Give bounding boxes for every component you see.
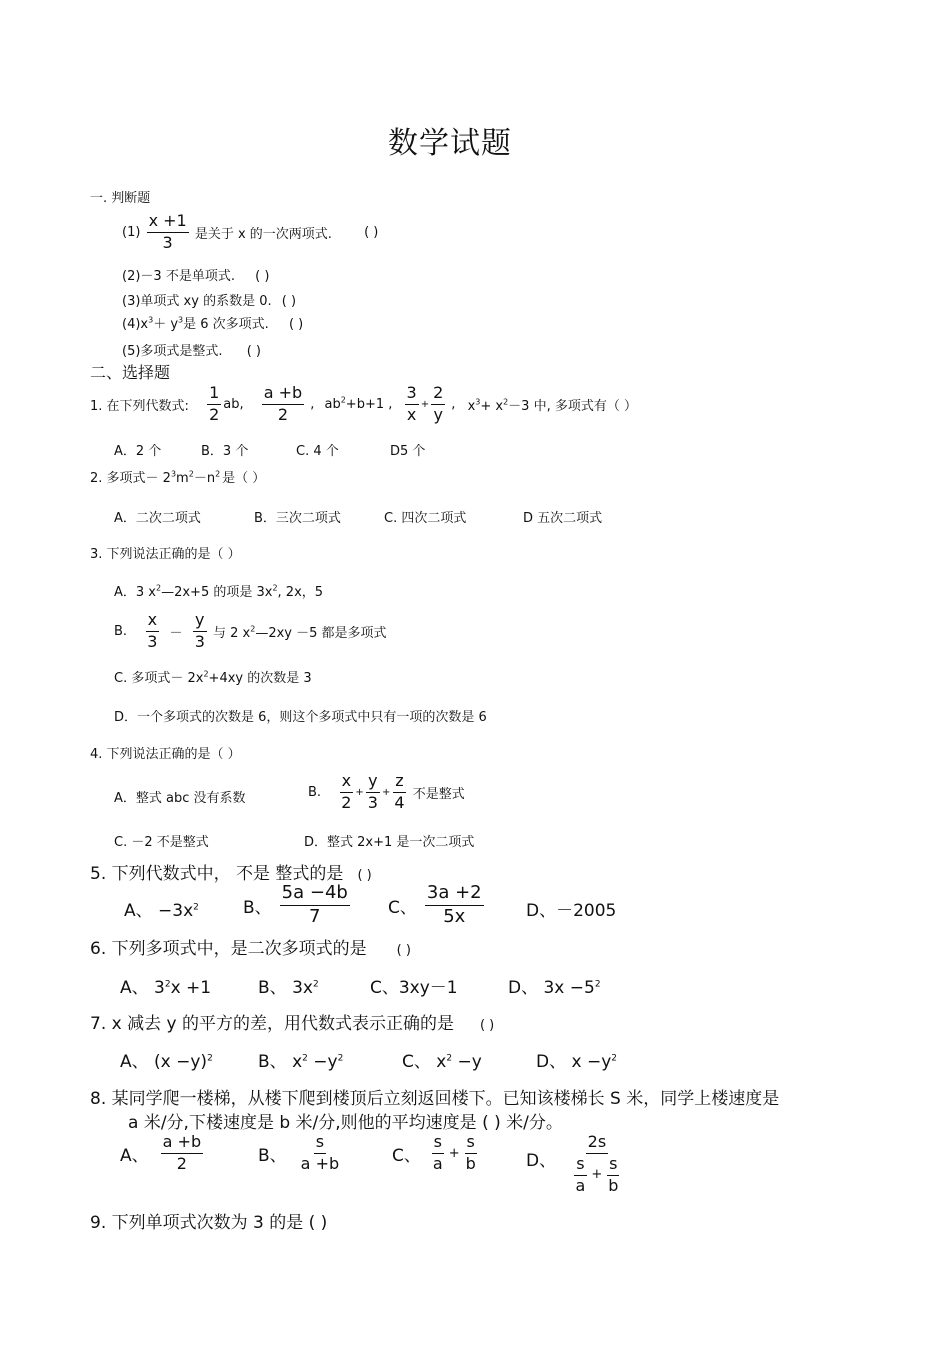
q8-option-b: B、 $\frac{s}{a +b}$ — [258, 1132, 340, 1173]
fraction: $\frac{s}{a}$ — [575, 1153, 586, 1195]
question-5: 5. 下列代数式中， 不是 整式的是 ( ) — [90, 864, 372, 884]
question-8-line2: a 米/分,下楼速度是 b 米/分,则他的平均速度是 ( ) 米/分。 — [128, 1113, 563, 1133]
q7-option-c: C、 $x^2 -y$ — [402, 1052, 482, 1072]
q3-option-c: C. 多项式－ $2x^2+4xy$ 的次数是 3 — [114, 669, 312, 686]
fraction: $\frac{s}{a +b}$ — [300, 1132, 340, 1173]
judge-item-4: $(4)x^3+ y^3$是 6 次多项式. ( ) — [122, 315, 304, 332]
item-text: 是关于 x 的一次两项式. — [194, 226, 332, 242]
q8-option-a: A、 $\frac{a +b}{2}$ — [120, 1132, 202, 1173]
q4-option-b: B. $\frac{x}{2}$ + $\frac{y}{3}$ + $\frac{z}{4}$ 不是整式 — [308, 771, 465, 812]
section1-heading: 一. 判断题 — [90, 191, 151, 206]
answer-paren: ( ) — [255, 269, 270, 284]
judge-item-3 — [122, 290, 296, 309]
fraction: $\frac{2}{y}$ — [433, 383, 444, 424]
q2-options — [114, 507, 602, 526]
fraction: $\frac{x}{3}$ — [147, 610, 158, 651]
q4-option-d: D．整式 2x+1 是一次二项式 — [304, 835, 475, 850]
fraction: $\frac{s}{b}$ — [608, 1153, 619, 1195]
option-a: A．二次二项式 — [114, 511, 201, 526]
option-b: B．三次二项式 — [254, 511, 341, 526]
q5-option-d: D、－2005 — [526, 901, 617, 921]
fraction: $\frac{z}{4}$ — [394, 771, 405, 812]
q8-option-c: C、 $\frac{s}{a}$ + $\frac{s}{b}$ — [392, 1132, 476, 1173]
q7-option-a: A、 $(x -y)^2$ — [120, 1052, 213, 1072]
fraction: $\frac{a +b}{2}$ — [162, 1132, 202, 1173]
fraction: $\frac{x}{2}$ — [341, 771, 352, 812]
page-title: 数学试题 — [388, 126, 512, 161]
q6-option-d: D、 $3x -5^2$ — [508, 978, 601, 998]
answer-paren: ( ) — [364, 224, 379, 240]
option-d: D5 个 — [390, 444, 426, 459]
fraction: $\frac{y}{3}$ — [194, 610, 205, 651]
option-c: C. 四次二项式 — [384, 511, 467, 526]
q6-option-c: C、3xy－1 — [370, 978, 458, 998]
fraction: $\frac{s}{a}$ — [432, 1132, 443, 1173]
q1-options — [114, 440, 425, 459]
option-b: B．3 个 — [201, 444, 249, 459]
option-d: D 五次二项式 — [523, 511, 603, 526]
item-label: (1) — [122, 224, 141, 240]
q5-option-b: B、 $\frac{5a -4b}{7}$ — [243, 882, 348, 927]
q5-option-c: C、 $\frac{3a +2}{5x}$ — [388, 882, 482, 927]
answer-paren: ( ) — [281, 294, 297, 309]
q4-option-c: C. －2 不是整式 — [114, 835, 209, 850]
option-a: A．2 个 — [114, 444, 162, 459]
question-7: 7. x 减去 y 的平方的差，用代数式表示正确的是 ( ) — [90, 1014, 495, 1034]
question-4: 4. 下列说法正确的是（ ） — [90, 747, 241, 762]
q8-option-d: D、 2s $\frac{s}{a}$ + $\frac{s}{b}$ — [526, 1134, 626, 1194]
judge-item-1 — [122, 213, 378, 252]
q6-option-b: B、 $3x^2$ — [258, 978, 319, 998]
q5-option-a: A、 $-3x^2$ — [124, 901, 199, 921]
item-label: (5) — [122, 344, 141, 359]
q4-option-a: A．整式 abc 没有系数 — [114, 791, 246, 806]
section2-heading: 二、选择题 — [90, 363, 171, 382]
item-label: (3) — [122, 294, 141, 309]
question-9: 9. 下列单项式次数为 3 的是 ( ) — [90, 1213, 328, 1233]
q7-option-d: D、 $x -y^2$ — [536, 1052, 617, 1072]
item-text: 单项式 xy 的系数是 0. — [140, 294, 272, 309]
question-6: 6. 下列多项式中，是二次多项式的是 ( ) — [90, 939, 411, 959]
q3-option-b: B. $\frac{x}{3}$ － $\frac{y}{3}$ 与 2 $x^2—2xy -5$ 都是多项式 — [114, 610, 387, 651]
option-c: C. 4 个 — [296, 444, 339, 459]
question-8-line1: 8. 某同学爬一楼梯，从楼下爬到楼顶后立刻返回楼下。已知该楼梯长 S 米，同学上楼速度是 — [90, 1089, 780, 1109]
fraction: $\frac{s}{b}$ — [465, 1132, 476, 1173]
fraction: $\frac{5a -4b}{7}$ — [281, 882, 348, 927]
q6-option-a: A、 $3^2x +1$ — [120, 978, 212, 998]
judge-item-2 — [122, 265, 269, 284]
question-3: 3. 下列说法正确的是（ ） — [90, 547, 241, 562]
fraction: $\frac{x +1}{3}$ — [148, 211, 187, 252]
answer-paren: ( ) — [288, 317, 304, 332]
fraction: $\frac{a +b}{2}$ — [263, 383, 303, 424]
question-2: 2. 多项式－ $2^3m^2-n^2$ 是（ ） — [90, 469, 266, 486]
compound-fraction: 2s $\frac{s}{a}$ + $\frac{s}{b}$ — [575, 1132, 619, 1195]
q3-option-d: D．一个多项式的次数是 6，则这个多项式中只有一项的次数是 6 — [114, 710, 487, 725]
fraction: $\frac{3}{x}$ — [406, 383, 417, 424]
question-1: 1. 在下列代数式: $\frac{1}{2}$ ab, $\frac{a +b}{2}$ , $ab^2+b+1$ , $\frac{3}{x}$ + $\frac{2}{y}$ , $x^3+ x^2-3$ 中, 多项式有（ ） — [90, 383, 637, 424]
item-text: －3 不是单项式. — [140, 269, 235, 284]
judge-item-5 — [122, 340, 261, 359]
fraction: $\frac{y}{3}$ — [367, 771, 378, 812]
fraction: $\frac{1}{2}$ — [209, 383, 220, 424]
item-label: (4) — [122, 317, 141, 332]
q3-option-a: A．3 $x^2—2x+5$ 的项是 $3x^2$, 2x，5 — [114, 583, 324, 600]
item-label: (2) — [122, 269, 141, 284]
answer-paren: ( ) — [246, 344, 261, 359]
q7-option-b: B、 $x^2 -y^2$ — [258, 1052, 344, 1072]
item-text: 多项式是整式. — [140, 344, 223, 359]
fraction: $\frac{3a +2}{5x}$ — [426, 882, 482, 927]
